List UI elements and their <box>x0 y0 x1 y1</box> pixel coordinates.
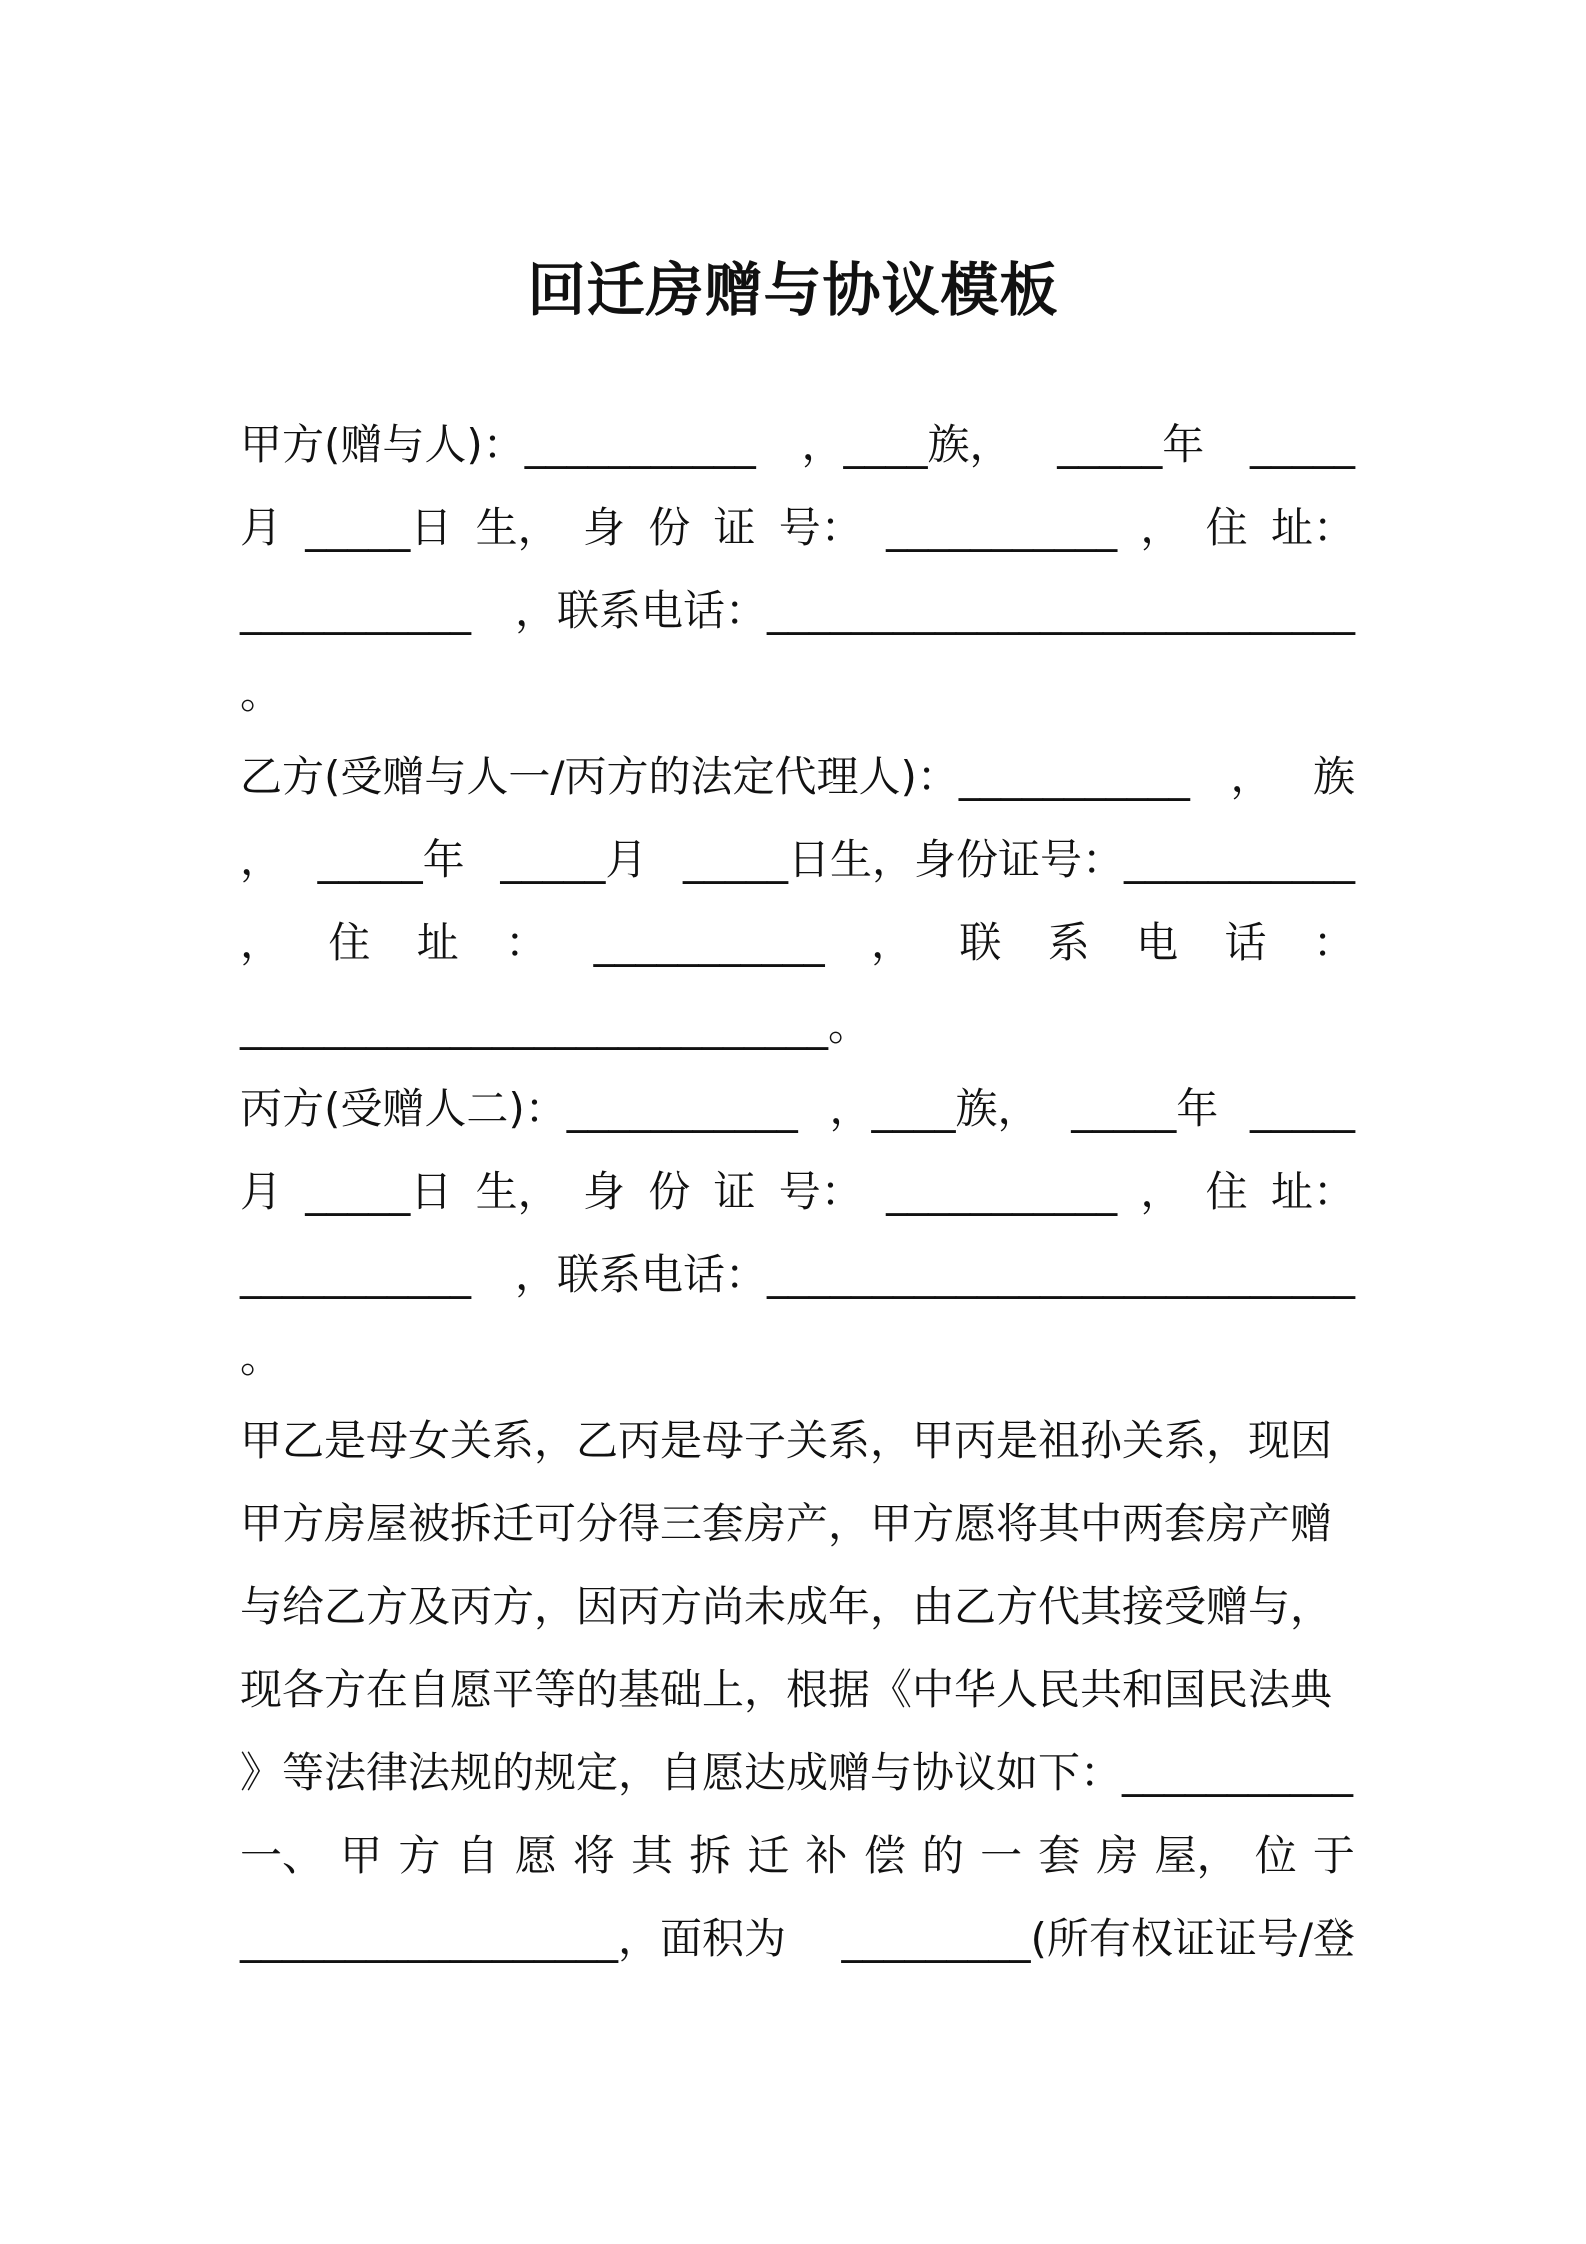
line-text: 甲方(赠与人)：___________ <box>240 420 756 469</box>
line-text: 。 <box>240 1333 283 1382</box>
line-text: 补 <box>805 1831 848 1880</box>
line-text: 生， <box>475 503 560 552</box>
line-text: 号： <box>778 503 863 552</box>
line-text: 将 <box>572 1831 615 1880</box>
line-text: _____ <box>1249 1084 1355 1133</box>
line-text: ，____族， <box>829 1084 1040 1133</box>
document-line <box>240 1909 1355 1969</box>
line-text: 甲 <box>340 1831 383 1880</box>
line-text: 屋， <box>1154 1831 1239 1880</box>
line-text: 甲方房屋被拆迁可分得三套房产，甲方愿将其中两套房产赠 <box>240 1499 1333 1548</box>
line-text: 证 <box>713 1167 756 1216</box>
line-text: ， <box>1230 752 1273 801</box>
document-line <box>240 1411 1355 1471</box>
document-line <box>240 1743 1355 1803</box>
document-line <box>240 664 1355 724</box>
line-text: 住 <box>1205 1167 1248 1216</box>
line-text: ，联系电话：____________________________ <box>514 586 1355 635</box>
line-text: ： <box>505 918 548 967</box>
document-line <box>240 1826 1355 1886</box>
line-text: 话 <box>1224 918 1267 967</box>
line-text: 房 <box>1096 1831 1139 1880</box>
document-title: 回迁房赠与协议模板 <box>527 256 1059 324</box>
line-text: 乙方(受赠与人一/丙方的法定代理人)：___________ <box>240 752 1190 801</box>
line-text: 身 <box>582 1167 625 1216</box>
line-text: 拆 <box>689 1831 732 1880</box>
line-text: ___________ <box>240 1250 471 1299</box>
line-text: _____日生，身份证号：___________ <box>682 835 1355 884</box>
line-text: 址： <box>1270 1167 1355 1216</box>
line-text: 址： <box>1270 503 1355 552</box>
line-text: _____年 <box>1057 420 1205 469</box>
line-text: ， <box>240 918 283 967</box>
line-text: 丙方(受赠人二)：___________ <box>240 1084 798 1133</box>
line-text: 迁 <box>747 1831 790 1880</box>
document-line <box>240 830 1355 890</box>
line-text: 月 <box>240 503 283 552</box>
line-text: 系 <box>1047 918 1090 967</box>
line-text: 甲乙是母女关系，乙丙是母子关系，甲丙是祖孙关系，现因 <box>240 1416 1333 1465</box>
line-text: ， <box>1140 503 1183 552</box>
line-text: 联 <box>959 918 1002 967</box>
line-text: _________(所有权证证号/登 <box>841 1914 1355 1963</box>
line-text: 份 <box>648 503 691 552</box>
line-text: 族 <box>1312 752 1355 801</box>
line-text: 月 <box>240 1167 283 1216</box>
line-text: 位 <box>1254 1831 1297 1880</box>
line-text: 。 <box>240 669 283 718</box>
line-text: 于 <box>1312 1831 1355 1880</box>
line-text: _____日 <box>305 503 453 552</box>
line-text: 其 <box>631 1831 674 1880</box>
document-line <box>240 747 1355 807</box>
line-text: 身 <box>582 503 625 552</box>
line-text: ___________ <box>886 1167 1118 1216</box>
line-text: _____ <box>1249 420 1355 469</box>
document-line <box>240 1162 1355 1222</box>
line-text: 份 <box>648 1167 691 1216</box>
line-text: ， <box>1140 1167 1183 1216</box>
line-text: 的 <box>921 1831 964 1880</box>
line-text: _____日 <box>305 1167 453 1216</box>
document-line <box>240 415 1355 475</box>
line-text: ___________ <box>240 586 471 635</box>
line-text: _____月 <box>500 835 648 884</box>
line-text: 与给乙方及丙方，因丙方尚未成年，由乙方代其接受赠与， <box>240 1582 1333 1631</box>
line-text: 套 <box>1038 1831 1081 1880</box>
document-line <box>240 1079 1355 1139</box>
line-text: 现各方在自愿平等的基础上，根据《中华人民共和国民法典 <box>240 1665 1333 1714</box>
line-text: 》等法律法规的规定，自愿达成赠与协议如下：___________ <box>240 1748 1354 1797</box>
line-text: 电 <box>1136 918 1179 967</box>
line-text: ___________ <box>886 503 1118 552</box>
line-text: 证 <box>713 503 756 552</box>
line-text: 一 <box>980 1831 1023 1880</box>
document-line <box>240 1494 1355 1554</box>
line-text: ___________ <box>593 918 825 967</box>
line-text: _____年 <box>1071 1084 1219 1133</box>
line-text: ， <box>240 835 283 884</box>
line-text: 自 <box>456 1831 499 1880</box>
line-text: 一、 <box>240 1831 325 1880</box>
line-text: ， <box>870 918 913 967</box>
line-text: _____年 <box>317 835 465 884</box>
line-text: 住 <box>1205 503 1248 552</box>
line-text: 愿 <box>514 1831 557 1880</box>
line-text: 住 <box>328 918 371 967</box>
line-text: 址 <box>416 918 459 967</box>
document-line <box>240 1328 1355 1388</box>
line-text: ，____族， <box>801 420 1012 469</box>
document-line <box>240 498 1355 558</box>
document-line <box>240 913 1355 973</box>
document-line <box>240 1577 1355 1637</box>
line-text: __________________，面积为 <box>240 1914 787 1963</box>
line-text: 偿 <box>863 1831 906 1880</box>
document-line <box>240 1660 1355 1720</box>
document-line <box>240 581 1355 641</box>
line-text: ： <box>1312 918 1355 967</box>
line-text: ____________________________。 <box>240 1001 871 1050</box>
document-line <box>240 1245 1355 1305</box>
line-text: ，联系电话：____________________________ <box>514 1250 1355 1299</box>
document-line <box>240 996 1355 1056</box>
line-text: 生， <box>475 1167 560 1216</box>
line-text: 方 <box>398 1831 441 1880</box>
line-text: 号： <box>778 1167 863 1216</box>
